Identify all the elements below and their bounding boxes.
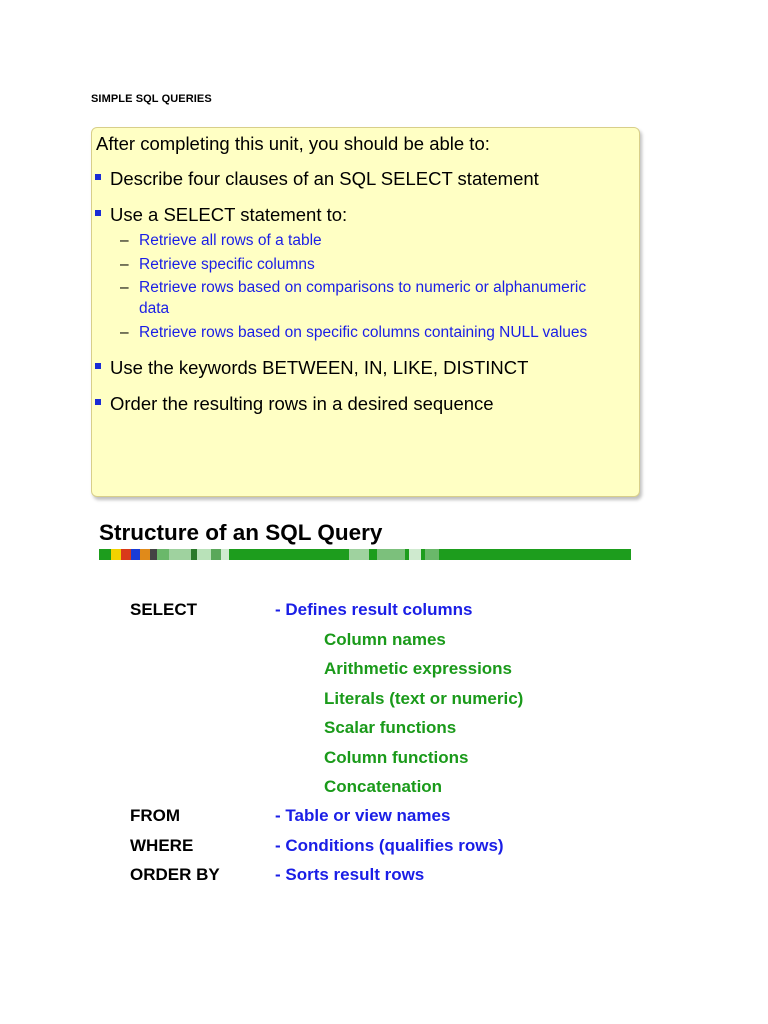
structure-title: Structure of an SQL Query bbox=[99, 520, 383, 545]
select-item: Column functions bbox=[324, 748, 469, 767]
select-item: Concatenation bbox=[324, 777, 443, 796]
objective-sub-item-4: – Retrieve rows based on specific columns containing NULL values bbox=[120, 324, 588, 341]
clause-description-select: - Defines result columns bbox=[275, 600, 473, 619]
objective-sub-item-2: – Retrieve specific columns bbox=[120, 256, 315, 273]
objective-bullet-3: Use the keywords BETWEEN, IN, LIKE, DISTINCT bbox=[95, 357, 528, 379]
square-bullet-icon bbox=[95, 174, 101, 180]
clause-description-order-by: - Sorts result rows bbox=[275, 865, 425, 884]
objective-bullet-1: Describe four clauses of an SQL SELECT statement bbox=[95, 168, 539, 190]
square-bullet-icon bbox=[95, 363, 101, 369]
decorative-stripe bbox=[99, 549, 631, 560]
clause-description-where: - Conditions (qualifies rows) bbox=[275, 836, 504, 855]
clause-keyword-select: SELECT bbox=[130, 600, 198, 619]
objective-sub-item-3: – Retrieve rows based on comparisons to numeric or alphanumeric data bbox=[120, 279, 587, 317]
objectives-intro: After completing this unit, you should be able to: bbox=[96, 133, 490, 154]
square-bullet-icon bbox=[95, 399, 101, 405]
page-heading: SIMPLE SQL QUERIES bbox=[91, 93, 212, 105]
square-bullet-icon bbox=[95, 210, 101, 216]
clause-keyword-order-by: ORDER BY bbox=[130, 865, 220, 884]
objectives-box bbox=[91, 127, 640, 497]
objective-bullet-4: Order the resulting rows in a desired sequence bbox=[95, 393, 494, 415]
objective-sub-item-1: – Retrieve all rows of a table bbox=[120, 232, 322, 249]
objective-bullet-2: Use a SELECT statement to: bbox=[95, 204, 347, 226]
clause-description-from: - Table or view names bbox=[275, 806, 451, 825]
clause-keyword-where: WHERE bbox=[130, 836, 194, 855]
select-item: Column names bbox=[324, 630, 446, 649]
select-item: Scalar functions bbox=[324, 718, 457, 737]
select-item: Arithmetic expressions bbox=[324, 659, 513, 678]
select-item: Literals (text or numeric) bbox=[324, 689, 524, 708]
clause-keyword-from: FROM bbox=[130, 806, 181, 825]
